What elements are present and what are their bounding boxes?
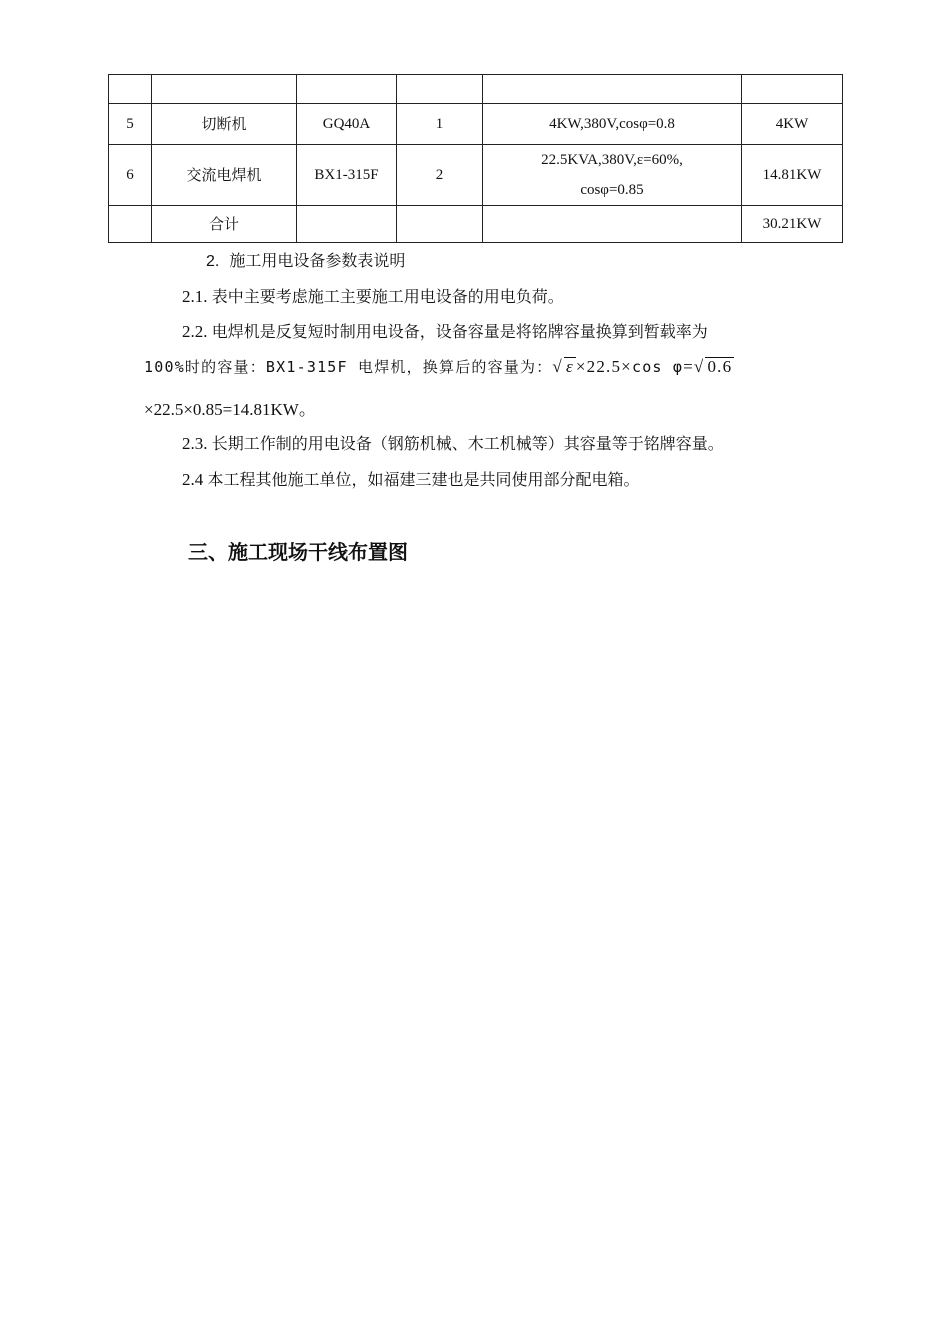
table-row [109,75,843,104]
cell-no: 6 [109,145,152,206]
section-heading: 三、施工现场干线布置图 [188,540,408,564]
formula-eq: = [683,357,694,376]
cell-qty: 1 [397,104,483,145]
paragraph-text: 长期工作制的用电设备（钢筋机械、木工机械等）其容量等于铭牌容量。 [211,434,724,453]
paragraph-number: 2.3. [182,434,208,453]
table-row-total [109,206,843,243]
cell-qty [397,206,483,243]
paragraph-text: 100%时的容量：BX1-315F 电焊机，换算后的容量为： [144,358,553,376]
cell-power [742,75,843,104]
paragraph-number: 2.1. [182,287,208,306]
cell-name: 交流电焊机 [152,145,297,206]
cell-power: 30.21KW [742,206,843,243]
cell-no [109,75,152,104]
formula-mid: ×22.5× [575,357,632,376]
paragraph-2-2-line-3 [144,395,316,420]
cell-name: 合计 [152,206,297,243]
formula-cos: cos φ [631,358,684,376]
paragraph-2-4 [182,467,640,490]
paragraph-number: 2.2. [182,322,208,341]
paragraph-2-2-line-2 [144,356,734,377]
equipment-parameter-table [108,74,843,243]
paragraph-2-1 [182,284,564,307]
paragraph-text: 本工程其他施工单位，如福建三建也是共同使用部分配电箱。 [207,470,640,489]
sqrt-epsilon: √ ε [552,357,574,376]
cell-no: 5 [109,104,152,145]
cell-name [152,75,297,104]
formula-result: ×22.5×0.85=14.81KW。 [144,400,316,419]
cell-params: 4KW,380V,cosφ=0.8 [483,104,742,145]
paragraph-text: 电焊机是反复短时制用电设备，设备容量是将铭牌容量换算到暂载率为 [211,322,708,341]
cell-params-line-2: cosφ=0.85 [580,182,644,198]
cell-qty: 2 [397,145,483,206]
cell-no [109,206,152,243]
cell-model: BX1-315F [297,145,397,206]
cell-params [483,206,742,243]
table-row [109,104,843,145]
cell-model [297,75,397,104]
sqrt-value: √ 0.6 [693,357,733,376]
paragraph-number: 2.4 [182,470,204,489]
subsection-number: 2. [206,253,220,270]
cell-name: 切断机 [152,104,297,145]
cell-params [483,145,742,206]
cell-model: GQ40A [297,104,397,145]
cell-params [483,75,742,104]
paragraph-2-3 [182,431,724,454]
table-row [109,145,843,206]
paragraph-2-2 [182,319,708,342]
cell-power: 4KW [742,104,843,145]
subsection-heading [206,248,405,271]
cell-params-line-1: 22.5KVA,380V,ε=60%, [541,152,683,168]
cell-qty [397,75,483,104]
subsection-title: 施工用电设备参数表说明 [229,251,406,270]
cell-power: 14.81KW [742,145,843,206]
cell-model [297,206,397,243]
paragraph-text: 表中主要考虑施工主要施工用电设备的用电负荷。 [211,287,564,306]
